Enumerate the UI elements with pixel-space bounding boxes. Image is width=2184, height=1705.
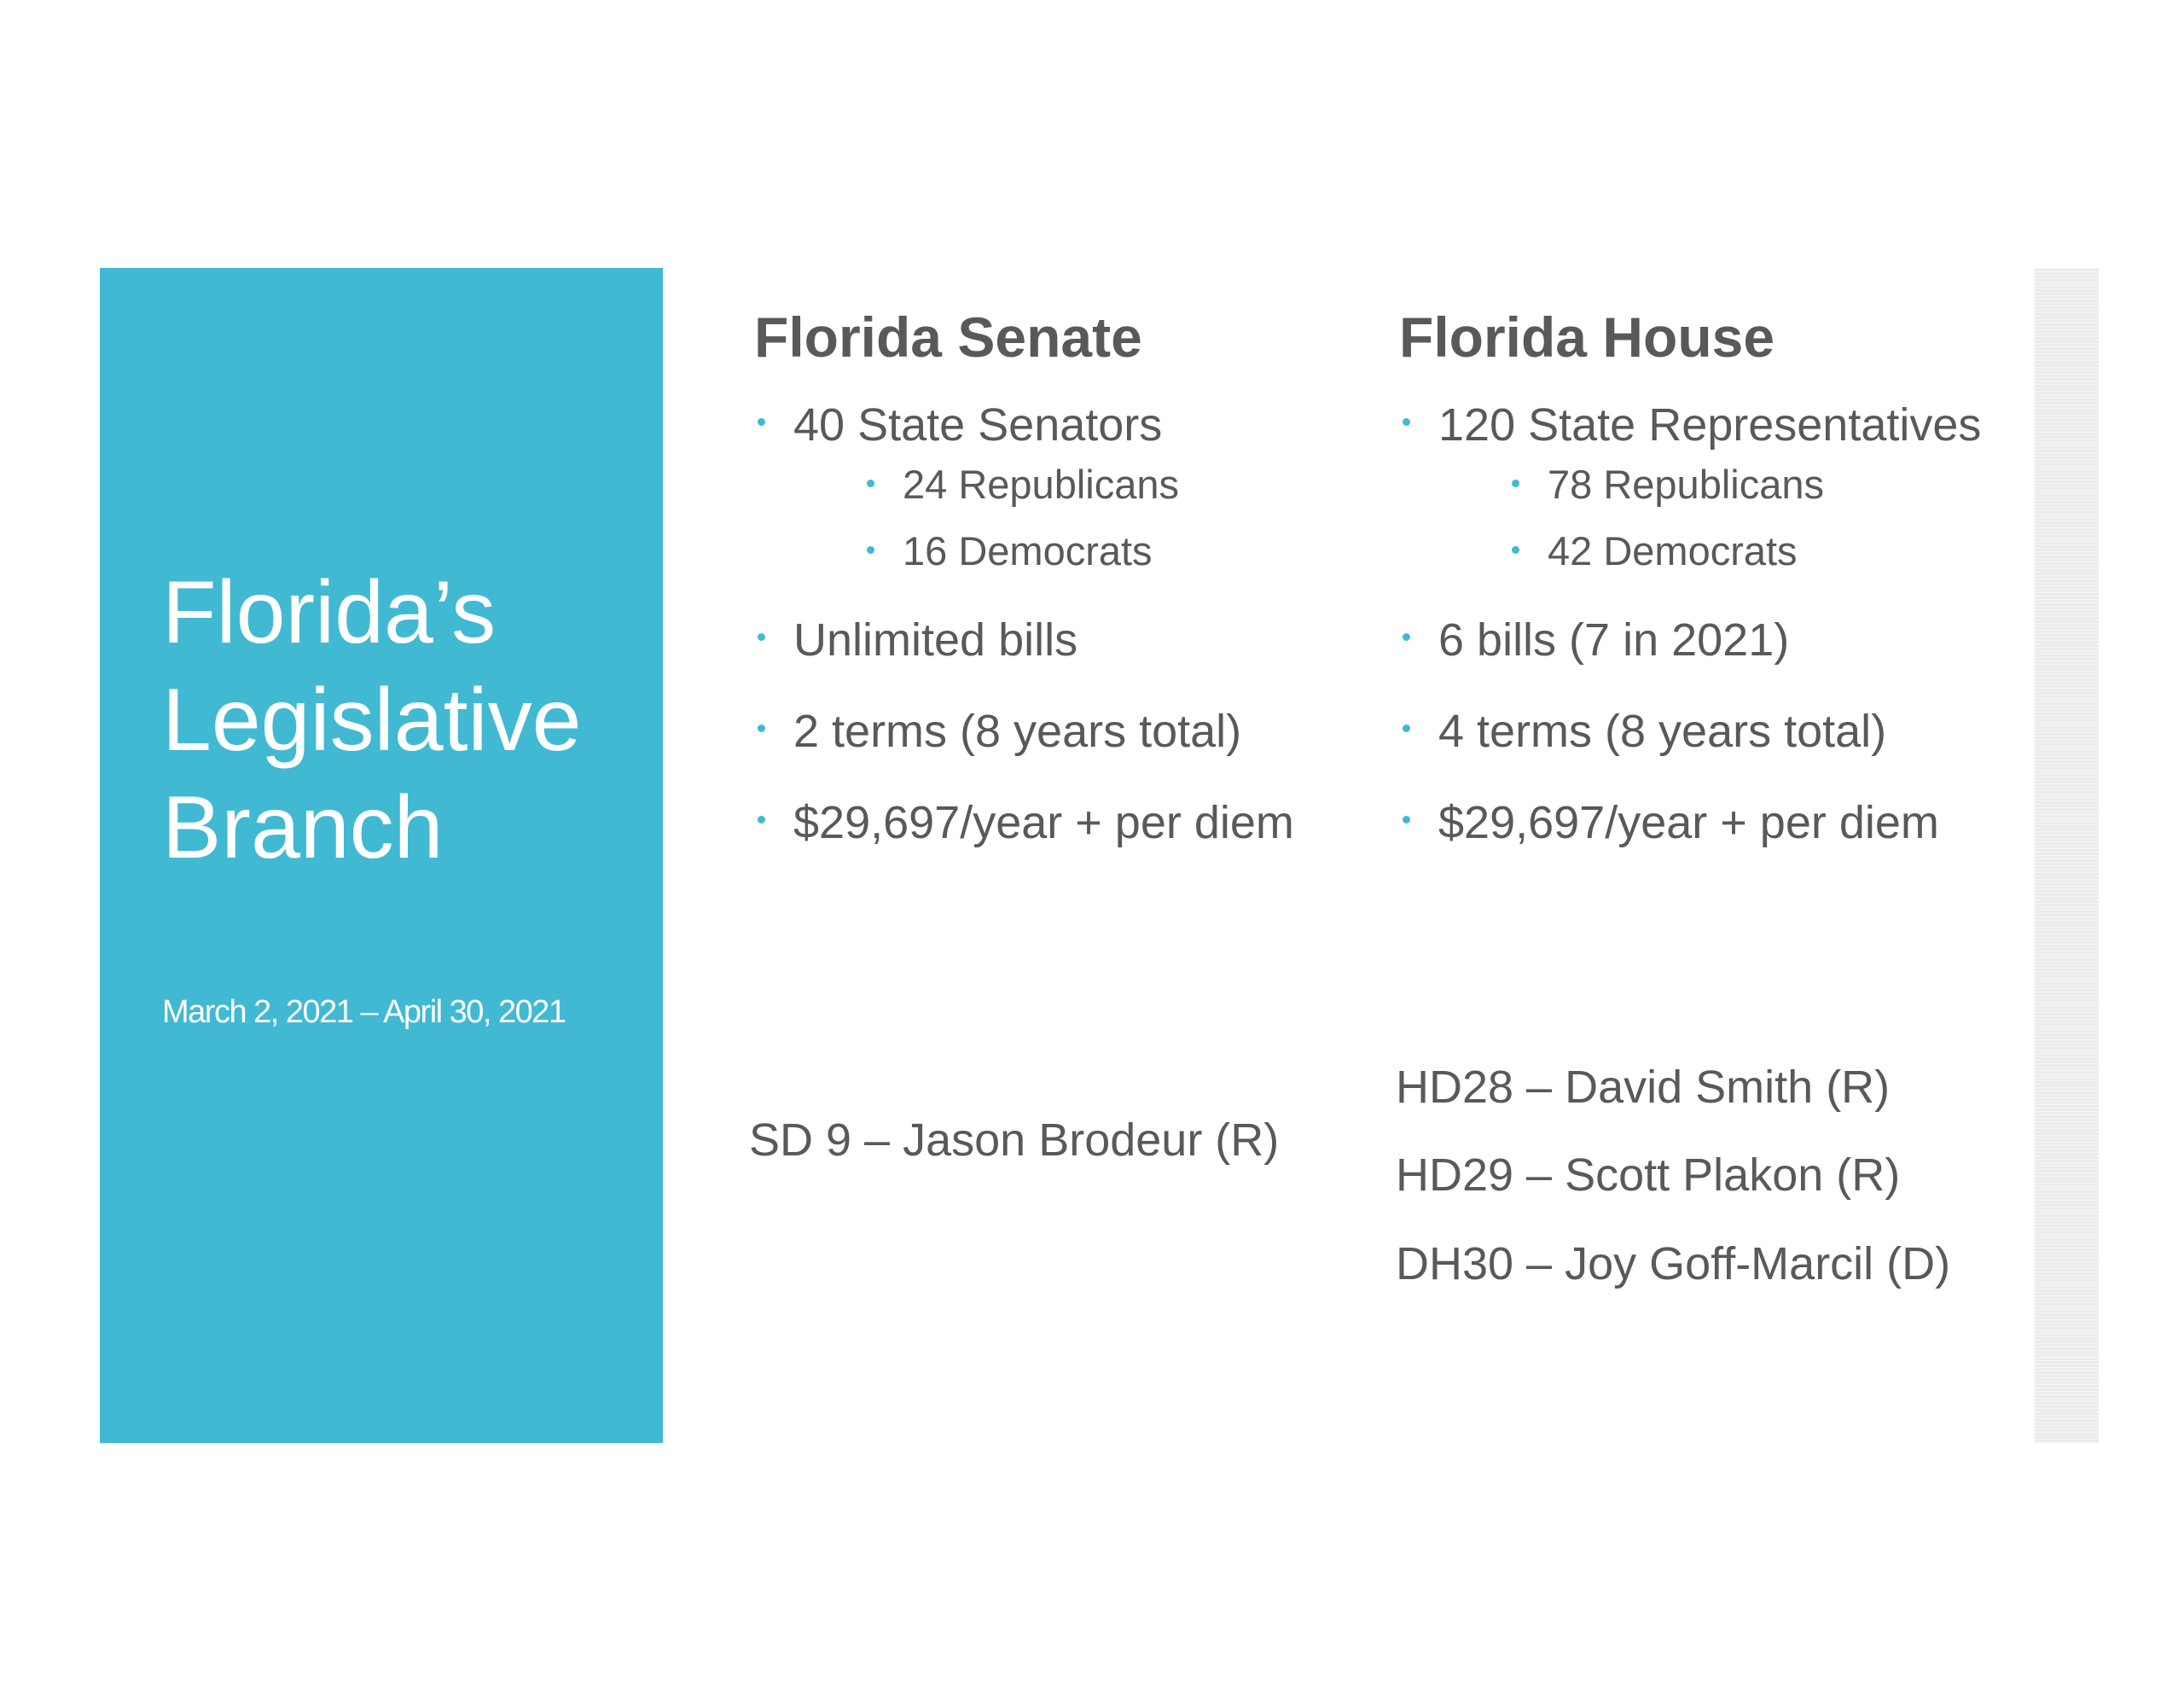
bullet-icon <box>758 418 765 426</box>
house-bills <box>1399 608 2030 699</box>
bullet-icon <box>867 546 874 554</box>
slide-title <box>162 559 640 882</box>
senate-bullets <box>754 393 1385 858</box>
house-heading: Florida House <box>1399 306 1775 369</box>
house-democrats <box>1508 524 2030 608</box>
senate-column <box>754 299 1385 858</box>
decorative-strip <box>2034 268 2099 1443</box>
bullet-icon <box>758 724 765 732</box>
senate-salary-text: $29,697/year + per diem <box>793 797 1294 848</box>
house-bills-text: 6 bills (7 in 2021) <box>1438 614 1790 666</box>
bullet-icon <box>758 633 765 641</box>
title-line-2: Legislative <box>162 671 582 770</box>
senate-bills <box>754 608 1385 699</box>
house-democrats-text: 42 Democrats <box>1548 528 1798 573</box>
bullet-icon <box>867 480 874 487</box>
senate-republicans <box>863 457 1385 524</box>
senate-terms-text: 2 terms (8 years total) <box>793 706 1242 757</box>
senate-bills-text: Unlimited bills <box>793 614 1078 666</box>
house-column <box>1399 299 2030 858</box>
bullet-icon <box>1403 418 1410 426</box>
senate-members <box>754 393 1385 457</box>
house-district-rep-30: DH30 – Joy Goff-Marcil (D) <box>1396 1238 1951 1289</box>
house-members <box>1399 393 2030 457</box>
bullet-icon <box>1512 480 1519 487</box>
senate-district-rep: SD 9 – Jason Brodeur (R) <box>749 1114 1280 1166</box>
bullet-icon <box>1403 724 1410 732</box>
senate-democrats <box>863 524 1385 608</box>
senate-democrats-text: 16 Democrats <box>903 528 1153 573</box>
senate-members-text: 40 State Senators <box>793 399 1163 451</box>
house-district-rep-29: HD29 – Scott Plakon (R) <box>1396 1149 1901 1201</box>
house-district-rep-28: HD28 – David Smith (R) <box>1396 1062 1891 1113</box>
house-republicans <box>1508 457 2030 524</box>
house-bullets <box>1399 393 2030 858</box>
senate-heading: Florida Senate <box>754 306 1142 369</box>
senate-republicans-text: 24 Republicans <box>903 462 1179 507</box>
house-salary <box>1399 790 2030 858</box>
house-members-text: 120 State Representatives <box>1438 399 1982 451</box>
house-terms-text: 4 terms (8 years total) <box>1438 706 1887 757</box>
bullet-icon <box>758 816 765 823</box>
session-date-range: March 2, 2021 – April 30, 2021 <box>162 994 566 1030</box>
title-line-3: Branch <box>162 778 444 877</box>
house-salary-text: $29,697/year + per diem <box>1438 797 1939 848</box>
house-republicans-text: 78 Republicans <box>1548 462 1824 507</box>
title-line-1: Florida’s <box>162 563 497 662</box>
senate-terms <box>754 699 1385 790</box>
bullet-icon <box>1403 633 1410 641</box>
bullet-icon <box>1403 816 1410 823</box>
senate-salary <box>754 790 1385 858</box>
bullet-icon <box>1512 546 1519 554</box>
house-terms <box>1399 699 2030 790</box>
